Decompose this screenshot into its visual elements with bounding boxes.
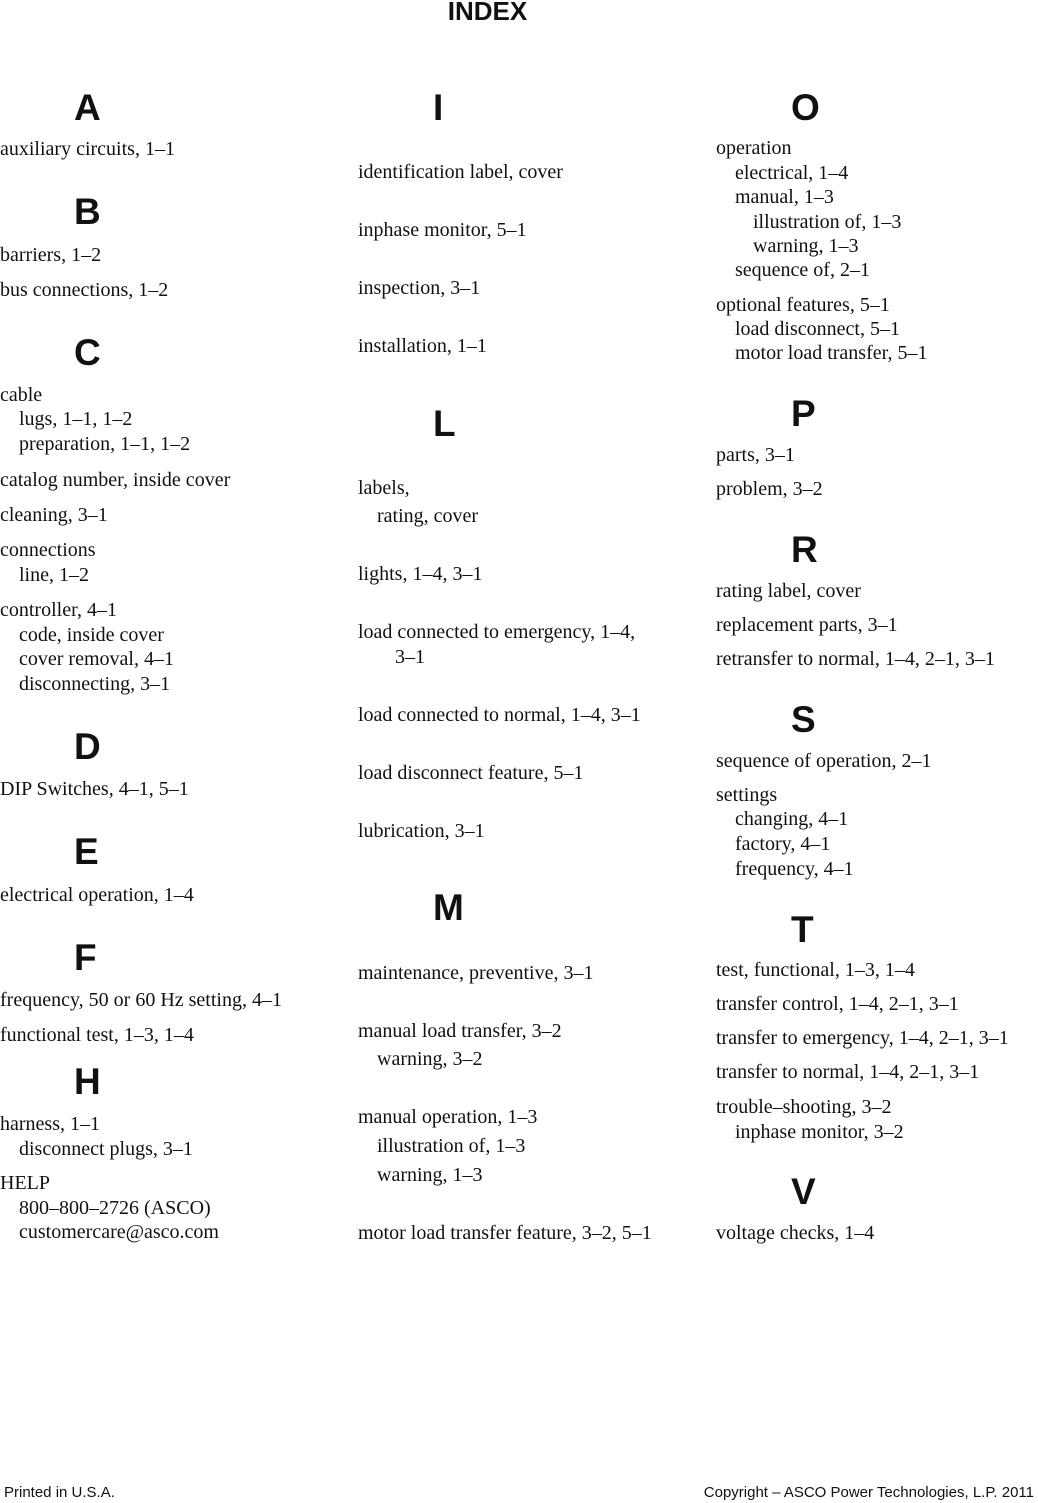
page-title: INDEX	[447, 0, 528, 26]
index-subentry: disconnecting, 3–1	[19, 673, 171, 695]
index-entry: cable	[0, 384, 43, 406]
letter-heading-h: H	[74, 1061, 101, 1102]
index-entry: harness, 1–1	[0, 1113, 100, 1135]
index-entry: retransfer to normal, 1–4, 2–1, 3–1	[716, 648, 995, 670]
index-entry: motor load transfer feature, 3–2, 5–1	[358, 1222, 652, 1244]
letter-heading-p: P	[791, 393, 816, 434]
letter-heading-v: V	[791, 1171, 816, 1212]
index-entry: inphase monitor, 5–1	[358, 219, 527, 241]
index-subentry: rating, cover	[377, 505, 479, 527]
letter-heading-t: T	[791, 909, 814, 950]
index-subsubentry: warning, 1–3	[753, 235, 859, 257]
index-entry: maintenance, preventive, 3–1	[358, 962, 594, 984]
index-entry: rating label, cover	[716, 580, 861, 602]
letter-heading-a: A	[74, 87, 101, 128]
letter-heading-d: D	[74, 726, 101, 767]
index-entry: identification label, cover	[358, 161, 563, 183]
index-entry: voltage checks, 1–4	[716, 1222, 875, 1244]
letter-heading-b: B	[74, 191, 101, 232]
index-entry: functional test, 1–3, 1–4	[0, 1024, 194, 1046]
index-subentry: sequence of, 2–1	[735, 259, 870, 281]
index-entry: controller, 4–1	[0, 599, 117, 621]
footer-printed: Printed in U.S.A.	[4, 1484, 115, 1501]
index-entry: bus connections, 1–2	[0, 279, 169, 301]
index-entry: transfer to emergency, 1–4, 2–1, 3–1	[716, 1027, 1009, 1049]
index-entry: trouble–shooting, 3–2	[716, 1096, 892, 1118]
index-entry: load disconnect feature, 5–1	[358, 762, 584, 784]
index-subentry: warning, 1–3	[377, 1164, 483, 1186]
index-subentry: manual, 1–3	[735, 186, 834, 208]
index-subentry: warning, 3–2	[377, 1048, 483, 1070]
index-subentry: electrical, 1–4	[735, 162, 849, 184]
index-subentry: cover removal, 4–1	[19, 648, 174, 670]
index-entry: transfer to normal, 1–4, 2–1, 3–1	[716, 1061, 980, 1083]
index-entry: connections	[0, 539, 96, 561]
index-subentry: frequency, 4–1	[735, 858, 854, 880]
index-subentry: factory, 4–1	[735, 833, 831, 855]
index-entry: load connected to emergency, 1–4,	[358, 621, 636, 643]
index-entry: frequency, 50 or 60 Hz setting, 4–1	[0, 989, 282, 1011]
index-entry: manual load transfer, 3–2	[358, 1020, 562, 1042]
index-subentry: load disconnect, 5–1	[735, 318, 900, 340]
index-entry: sequence of operation, 2–1	[716, 750, 932, 772]
index-subentry: 800–800–2726 (ASCO)	[19, 1197, 211, 1219]
index-entry: parts, 3–1	[716, 444, 795, 466]
letter-heading-s: S	[791, 699, 816, 740]
index-entry: DIP Switches, 4–1, 5–1	[0, 778, 189, 800]
letter-heading-m: M	[433, 887, 464, 928]
index-entry: test, functional, 1–3, 1–4	[716, 959, 915, 981]
index-entry: load connected to normal, 1–4, 3–1	[358, 704, 641, 726]
index-entry: lights, 1–4, 3–1	[358, 563, 483, 585]
index-entry: problem, 3–2	[716, 478, 823, 500]
index-entry: installation, 1–1	[358, 335, 487, 357]
index-subentry: preparation, 1–1, 1–2	[19, 433, 191, 455]
index-entry: labels,	[358, 477, 410, 499]
index-subsubentry: illustration of, 1–3	[753, 211, 902, 233]
index-entry: inspection, 3–1	[358, 277, 481, 299]
index-entry: manual operation, 1–3	[358, 1106, 538, 1128]
letter-heading-f: F	[74, 937, 97, 978]
index-entry: HELP	[0, 1172, 50, 1194]
index-subentry: illustration of, 1–3	[377, 1135, 526, 1157]
index-subentry: lugs, 1–1, 1–2	[19, 408, 133, 430]
letter-heading-c: C	[74, 332, 101, 373]
letter-heading-i: I	[433, 87, 444, 128]
footer-copyright: Copyright – ASCO Power Technologies, L.P. 2011	[703, 1484, 1034, 1501]
index-entry-continuation: 3–1	[395, 646, 425, 668]
index-subentry: code, inside cover	[19, 624, 164, 646]
index-entry: catalog number, inside cover	[0, 469, 231, 491]
letter-heading-r: R	[791, 529, 818, 570]
index-subentry: customercare@asco.com	[19, 1221, 219, 1243]
letter-heading-o: O	[791, 87, 820, 128]
index-entry: cleaning, 3–1	[0, 504, 108, 526]
index-entry: auxiliary circuits, 1–1	[0, 138, 175, 160]
index-entry: lubrication, 3–1	[358, 820, 485, 842]
index-subentry: changing, 4–1	[735, 808, 849, 830]
index-subentry: disconnect plugs, 3–1	[19, 1138, 193, 1160]
index-entry: barriers, 1–2	[0, 244, 102, 266]
index-entry: electrical operation, 1–4	[0, 884, 194, 906]
letter-heading-l: L	[433, 403, 456, 444]
index-subentry: line, 1–2	[19, 564, 89, 586]
index-entry: transfer control, 1–4, 2–1, 3–1	[716, 993, 959, 1015]
index-subentry: inphase monitor, 3–2	[735, 1121, 904, 1143]
letter-heading-e: E	[74, 831, 99, 872]
index-entry: operation	[716, 137, 792, 159]
index-subentry: motor load transfer, 5–1	[735, 342, 928, 364]
index-entry: optional features, 5–1	[716, 294, 890, 316]
index-entry: replacement parts, 3–1	[716, 614, 898, 636]
index-entry: settings	[716, 784, 778, 806]
